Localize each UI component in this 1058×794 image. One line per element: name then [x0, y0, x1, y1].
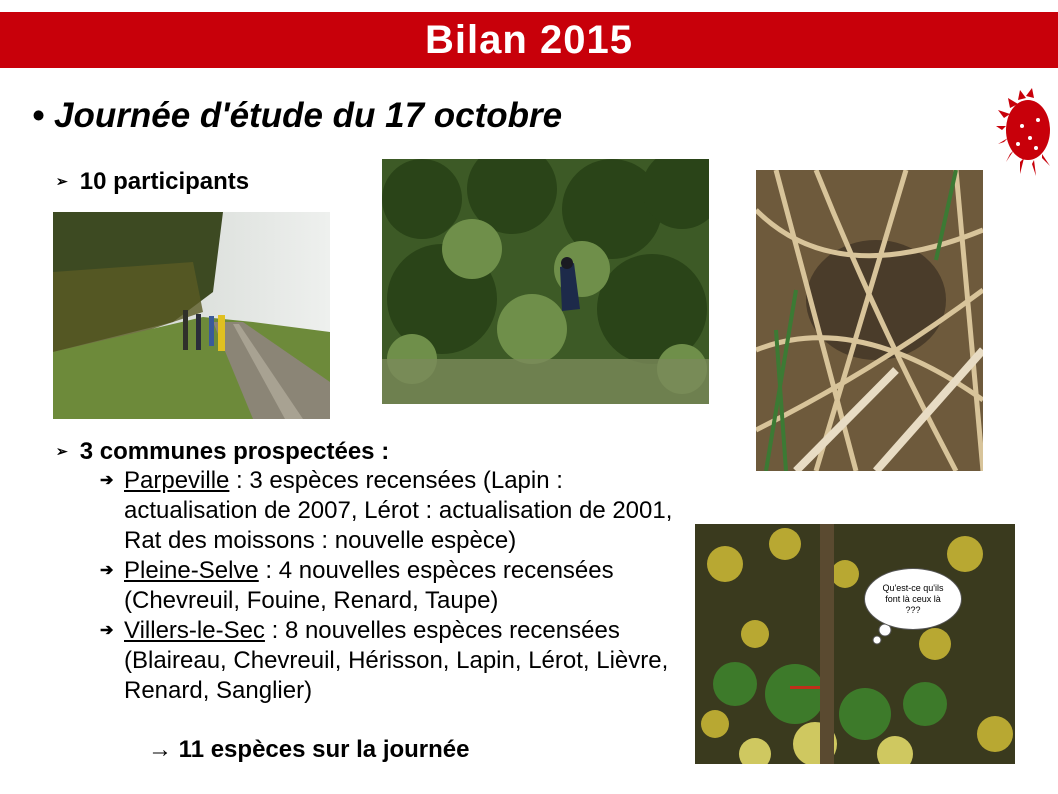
- list-item: [100, 466, 680, 556]
- main-bullet: [32, 96, 562, 136]
- communes-bullet: [56, 438, 389, 466]
- title-bar: [0, 12, 1058, 68]
- bullet-marker: •: [32, 96, 45, 135]
- photo-hedge-person: [382, 159, 709, 404]
- commune-details: : 8 nouvelles espèces recensées (Blaireau, Chevreuil, Hérisson, Lapin, Lérot, Lièvre, Renard, Sanglier): [124, 617, 669, 704]
- arrow-bullet-icon: ➔: [100, 472, 114, 489]
- participants-text: 10 participants: [79, 168, 250, 195]
- list-item: [100, 556, 680, 616]
- commune-details: : 4 nouvelles espèces recensées (Chevreuil, Fouine, Renard, Taupe): [124, 557, 614, 614]
- arrow-bullet-icon: ➔: [100, 622, 114, 639]
- photo-foggy-path: [53, 212, 330, 419]
- arrowhead-bullet-icon: ➢: [56, 173, 68, 189]
- arrow-bullet-icon: ➔: [100, 562, 114, 579]
- main-bullet-text: Journée d'étude du 17 octobre: [54, 96, 563, 135]
- commune-name: Pleine-Selve: [124, 557, 259, 584]
- photo-dry-grass-nest: [756, 170, 983, 471]
- speech-bubble: [864, 568, 962, 630]
- commune-name: Parpeville: [124, 467, 230, 494]
- list-item-text: [124, 466, 680, 556]
- participants-bullet: [56, 168, 249, 196]
- list-item: [100, 616, 680, 706]
- hedgehog-logo-icon: [996, 86, 1056, 178]
- communes-text: 3 communes prospectées :: [79, 438, 390, 465]
- communes-list: [100, 466, 680, 706]
- slide-title: Bilan 2015: [425, 17, 633, 62]
- commune-details: : 3 espèces recensées (Lapin : actualisation de 2007, Lérot : actualisation de 2001, Rat des moissons : nouvelle espèce): [124, 467, 673, 554]
- photo-leaves-hidden-animal: [695, 524, 1015, 764]
- commune-name: Villers-le-Sec: [124, 617, 265, 644]
- conclusion-text: → 11 espèces sur la journée: [148, 736, 470, 763]
- arrowhead-bullet-icon: ➢: [56, 443, 68, 459]
- speech-bubble-text: Qu'est-ce qu'ils font là ceux là ???: [882, 582, 944, 615]
- list-item-text: [124, 556, 680, 616]
- list-item-text: [124, 616, 680, 706]
